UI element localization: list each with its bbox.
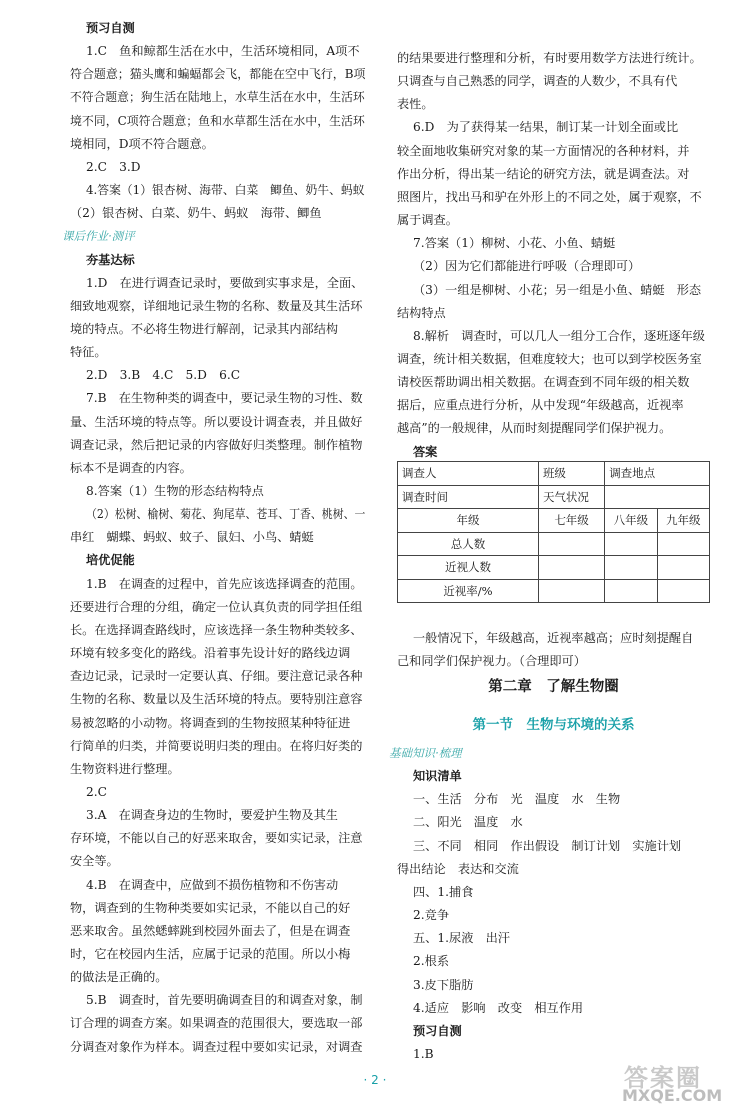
text-line: 3.皮下脂肪 [413, 977, 474, 992]
table-cell [605, 532, 657, 556]
text-line: 1.C 鱼和鲸都生活在水中，生活环境相同，A项不 [86, 44, 360, 59]
table-cell: 调查地点 [605, 462, 710, 486]
table-cell: 天气状况 [538, 485, 604, 509]
text-line: 四、1.捕食 [413, 884, 474, 899]
text-line: 调查，统计相关数据，但难度较大；也可以到学校医务室 [397, 351, 702, 366]
subheading: 答案 [413, 444, 438, 459]
text-line: 1.D 在进行调查记录时，要做到实事求是，全面、 [86, 275, 364, 290]
text-line: 细致地观察，详细地记录生物的名称、数量及其生活环 [70, 298, 363, 313]
text-line: （2）松树、榆树、菊花、狗尾草、苍耳、丁香、桃树、一 [86, 507, 366, 522]
text-line: 照图片，找出马和驴在外形上的不同之处，属于观察，不 [397, 189, 702, 204]
text-line: 7.答案（1）柳树、小花、小鱼、蜻蜓 [413, 236, 616, 251]
table-cell [605, 556, 657, 580]
table-cell: 近视率/% [398, 579, 539, 603]
text-line: 时，它在校园内生活，应属于记录的范围。所以小梅 [70, 947, 351, 961]
text-line: 二、阳光 温度 水 [413, 815, 523, 830]
text-line: 不符合题意；狗生活在陆地上，水草生活在水中，生活环 [70, 90, 365, 105]
table-cell [657, 556, 709, 580]
text-line: 7.B 在生物种类的调查中，要记录生物的习性、数 [86, 391, 363, 406]
table-cell [605, 579, 657, 603]
text-line: 境不同，C项符合题意；鱼和水草都生活在水中，生活环 [70, 113, 365, 128]
survey-table [397, 461, 710, 603]
text-line: 标本不是调查的内容。 [70, 460, 192, 475]
text-line: 3.A 在调查身边的生物时，要爱护生物及其生 [86, 808, 338, 823]
text-line: 长。在选择调查路线时，应该选择一条生物种类较多、 [70, 622, 363, 637]
text-line: 存环境，不能以自己的好恶来取舍，要如实记录，注意 [70, 831, 363, 846]
text-line: 2.C [86, 784, 107, 799]
text-line: 4.答案（1）银杏树、海带、白菜 鲫鱼、奶牛、蚂蚁 [86, 183, 365, 198]
text-line: 一、生活 分布 光 温度 水 生物 [413, 792, 621, 807]
text-line: 6.D 为了获得某一结果，制订某一计划全面或比 [413, 120, 679, 135]
section-banner: 课后作业·测评 [62, 229, 135, 244]
table-cell [657, 579, 709, 603]
text-line: 5.B 调查时，首先要明确调查目的和调查对象，制 [86, 993, 363, 1008]
text-line: 还要进行合理的分组，确定一位认真负责的同学担任组 [70, 599, 363, 614]
table-cell [538, 556, 604, 580]
text-line: （2）银杏树、白菜、奶牛、蚂蚁 海带、鲫鱼 [70, 206, 322, 221]
text-line: 4.B 在调查中，应做到不损伤植物和不伤害动 [86, 877, 339, 892]
text-line: 境相同，D项不符合题意。 [70, 136, 214, 151]
watermark-text: 答案圈 [624, 1064, 702, 1092]
text-line: 特征。 [70, 345, 107, 360]
text-line: 8.答案（1）生物的形态结构特点 [86, 484, 264, 498]
text-line: 4.适应 影响 改变 相互作用 [413, 1000, 584, 1015]
table-cell: 年级 [398, 509, 539, 533]
subheading: 预习自测 [413, 1023, 462, 1038]
text-line: 量、生活环境的特点等。所以要设计调查表，并且做好 [70, 414, 363, 429]
text-line: 物，调查到的生物种类要如实记录，不能以自己的好 [70, 900, 351, 915]
table-cell [538, 532, 604, 556]
table-row [398, 509, 710, 533]
text-line: 只调查与自己熟悉的同学，调查的人数少，不具有代 [397, 74, 678, 89]
text-line: 五、1.尿液 出汗 [413, 931, 510, 946]
text-line: 生物的名称、数量以及生活环境的特点。要特别注意容 [70, 692, 363, 707]
text-line: 易被忽略的小动物。将调查到的生物按照某种特征进 [70, 715, 351, 730]
text-line: 表性。 [397, 97, 434, 112]
text-line: 生物资料进行整理。 [70, 761, 180, 776]
text-line: 得出结论 表达和交流 [397, 861, 519, 876]
section-title: 第一节 生物与环境的关系 [472, 717, 635, 733]
subheading: 预习自测 [86, 21, 135, 35]
text-line: 的做法是正确的。 [70, 970, 168, 985]
text-line: 据后，应重点进行分析，从中发现“年级越高，近视率 [397, 398, 684, 413]
table-row [398, 462, 710, 486]
text-line: 订合理的调查方案。如果调查的范围很大，要选取一部 [70, 1016, 363, 1031]
table-cell [657, 532, 709, 556]
text-line: 调查记录，然后把记录的内容做好归类整理。制作植物 [70, 437, 363, 452]
text-line: 三、不同 相同 作出假设 制订计划 实施计划 [413, 838, 682, 853]
text-line: 查边记录，记录时一定要认真、仔细。要注意记录各种 [70, 669, 363, 684]
text-line: 串红 蝴蝶、蚂蚁、蚊子、鼠妇、小鸟、蜻蜓 [70, 530, 314, 545]
table-row [398, 532, 710, 556]
table-cell: 近视人数 [398, 556, 539, 580]
text-line: 境的特点。不必将生物进行解剖，记录其内部结构 [70, 321, 339, 336]
table-cell: 总人数 [398, 532, 539, 556]
subheading: 培优促能 [86, 553, 135, 568]
table-row [398, 579, 710, 603]
text-line: 一般情况下，年级越高，近视率越高；应时刻提醒自 [413, 631, 694, 645]
page-number: · 2 · [363, 1073, 387, 1087]
watermark-url: MXQE.COM [622, 1086, 723, 1105]
text-line: 己和同学们保护视力。（合理即可） [397, 654, 586, 669]
text-line: 安全等。 [70, 854, 119, 869]
watermark-logo [620, 1058, 732, 1108]
table-cell [538, 579, 604, 603]
table-cell: 班级 [538, 462, 604, 486]
text-line: 2.根系 [413, 954, 450, 969]
table-cell [605, 485, 710, 509]
table-row [398, 485, 710, 509]
section-banner: 基础知识·梳理 [389, 746, 462, 760]
text-line: 请校医帮助调出相关数据。在调查到不同年级的相关数 [397, 375, 690, 390]
text-line: 符合题意；猫头鹰和蝙蝠都会飞，都能在空中飞行，B项 [70, 67, 366, 82]
text-line: 2.竞争 [413, 908, 450, 923]
subheading: 知识清单 [413, 769, 462, 784]
text-line: 2.C 3.D [86, 159, 141, 174]
text-line: 1.B 在调查的过程中，首先应该选择调查的范围。 [86, 576, 363, 591]
table-cell: 调查时间 [398, 485, 539, 509]
text-line: 8.解析 调查时，可以几人一组分工合作，逐班逐年级 [413, 328, 705, 343]
subheading: 夯基达标 [86, 252, 135, 267]
text-line: 1.B [413, 1046, 434, 1061]
text-line: （3）一组是柳树、小花；另一组是小鱼、蜻蜓 形态 [413, 282, 702, 297]
text-line: 环境有较多变化的路线。沿着事先设计好的路线边调 [70, 646, 351, 661]
text-line: 恶来取舍。虽然蟋蟀跳到校园外面去了，但是在调查 [70, 923, 351, 938]
table-row [398, 556, 710, 580]
table-cell: 八年级 [605, 509, 657, 533]
chapter-title: 第二章 了解生物圈 [488, 679, 619, 695]
table-cell: 七年级 [538, 509, 604, 533]
text-line: 越高”的一般规律，从而时刻提醒同学们保护视力。 [397, 421, 672, 436]
text-line: 结构特点 [397, 305, 446, 320]
table-cell: 九年级 [657, 509, 709, 533]
text-line: 2.D 3.B 4.C 5.D 6.C [86, 368, 241, 383]
text-line: 属于调查。 [397, 213, 458, 228]
text-line: 较全面地收集研究对象的某一方面情况的各种材料，并 [397, 143, 690, 158]
text-line: 分调查对象作为样本。调查过程中要如实记录，对调查 [70, 1039, 363, 1054]
text-line: 作出分析，得出某一结论的研究方法，就是调查法。对 [397, 166, 690, 181]
table-cell: 调查人 [398, 462, 539, 486]
text-line: 的结果要进行整理和分析，有时要用数学方法进行统计。 [397, 51, 702, 65]
text-line: 行简单的归类，并简要说明归类的理由。在将归好类的 [70, 738, 363, 753]
text-line: （2）因为它们都能进行呼吸（合理即可） [413, 259, 641, 274]
